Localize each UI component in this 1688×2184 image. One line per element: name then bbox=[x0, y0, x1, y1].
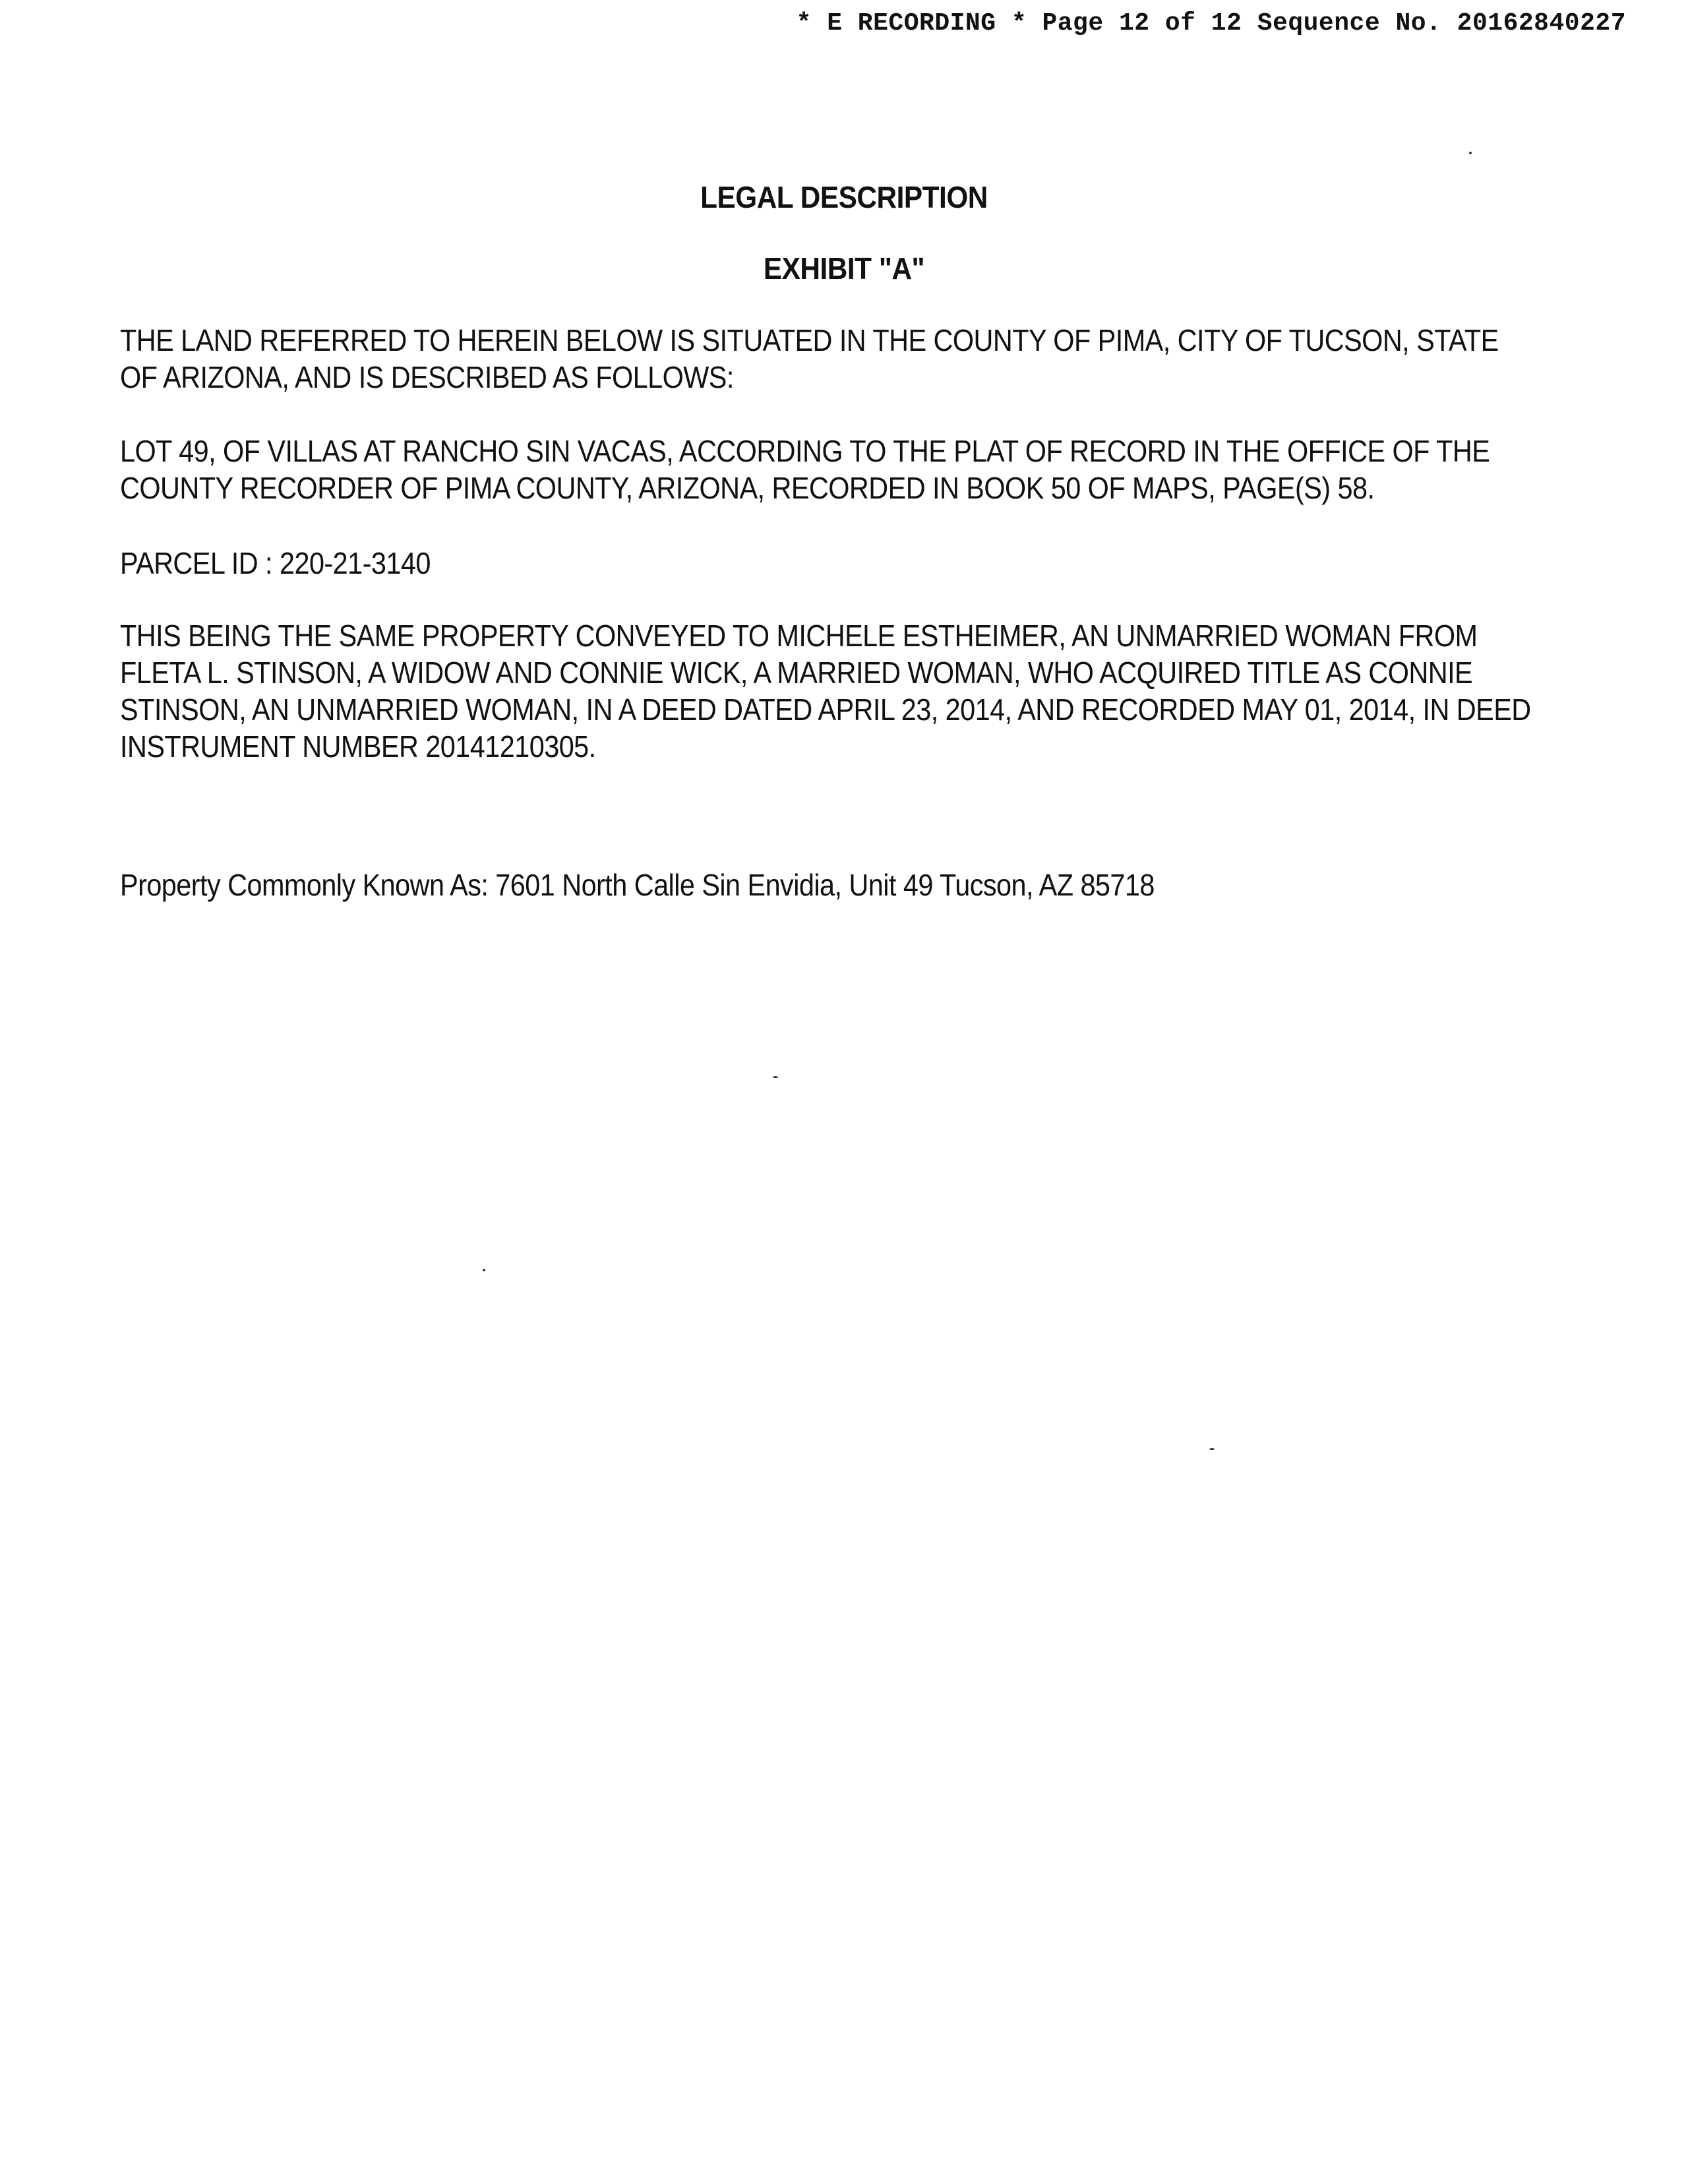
recording-stamp: * E RECORDING * Page 12 of 12 Sequence No. 20162840227 bbox=[796, 9, 1626, 38]
exhibit-label: EXHIBIT "A" bbox=[763, 251, 925, 286]
conveyance-paragraph: THIS BEING THE SAME PROPERTY CONVEYED TO MICHELE ESTHEIMER, AN UNMARRIED WOMAN FROM FLETA L. STINSON, A WIDOW AND CONNIE WICK, A MARRIED WOMAN, WHO ACQUIRED TITLE AS CONNIE STINSON, AN UNMARRIED WOMAN, IN A DEED DATED APRIL 23, 2014, AND RECORDED MAY 01, 2014, IN DEED INSTRUMENT NUMBER 20141210305. bbox=[120, 619, 1531, 764]
lot-description-paragraph: LOT 49, OF VILLAS AT RANCHO SIN VACAS, ACCORDING TO THE PLAT OF RECORD IN THE OFFICE OF THE COUNTY RECORDER OF PIMA COUNTY, ARIZONA, RECORDED IN BOOK 50 OF MAPS, PAGE(S) 58. bbox=[120, 434, 1490, 505]
land-situated-paragraph: THE LAND REFERRED TO HEREIN BELOW IS SITUATED IN THE COUNTY OF PIMA, CITY OF TUCSON, STATE OF ARIZONA, AND IS DESCRIBED AS FOLLOWS: bbox=[120, 323, 1499, 394]
scan-speck bbox=[483, 1269, 485, 1271]
property-address: Property Commonly Known As: 7601 North Calle Sin Envidia, Unit 49 Tucson, AZ 85718 bbox=[120, 868, 1155, 902]
scan-speck bbox=[1469, 152, 1472, 154]
scan-speck bbox=[1209, 1448, 1215, 1450]
scan-speck bbox=[773, 1076, 778, 1078]
document-title: LEGAL DESCRIPTION bbox=[700, 180, 988, 214]
parcel-id: PARCEL ID : 220-21-3140 bbox=[120, 546, 431, 580]
